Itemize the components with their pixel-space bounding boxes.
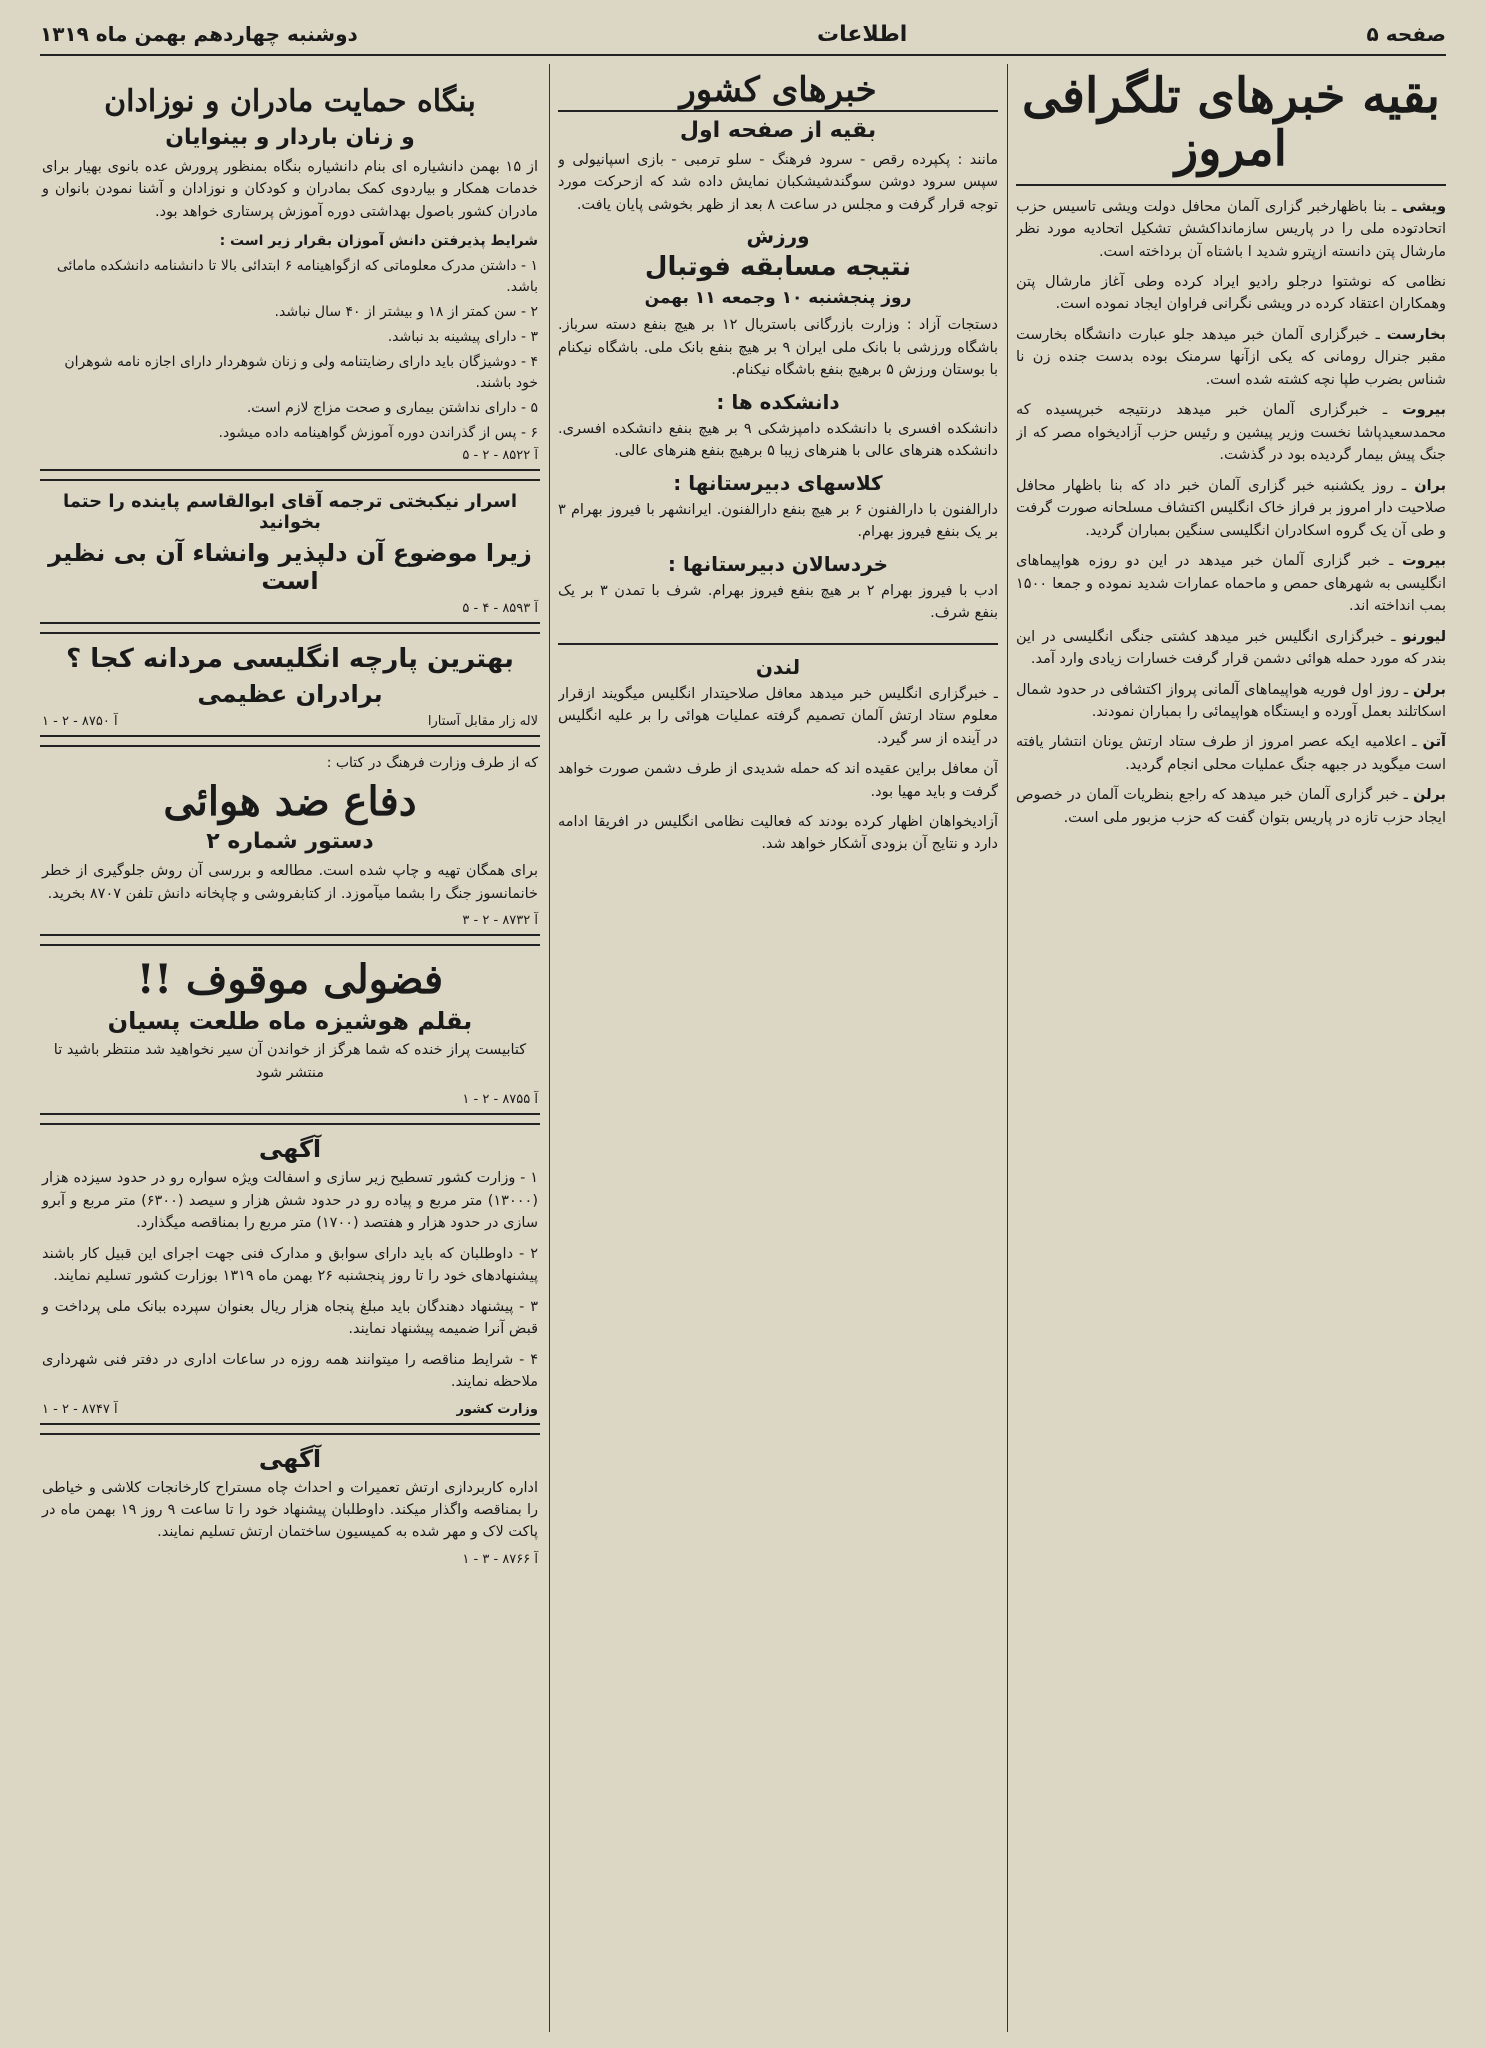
ad-code-text: آ ۸۷۴۷ - ۲ - ۱ <box>42 1401 118 1417</box>
news-text: ـ خبر گزاری آلمان خبر میدهد که راجع بنظریات آلمان در خصوص ایجاد حزب تازه در پاریس بتوان گفت که حزب مزبور ملی است. <box>1016 787 1446 826</box>
army-notice-text: اداره کاربردازی ارتش تعمیرات و احداث چاه مستراح کارخانجات کلاشی و خیاطی را بمناقصه واگذار میکند. داوطلبان پیشنهاد خود را تا ساعت ۹ روز ۱۹ بهمن ماه در پاکت لاک و مهر شده به کمیسیون ساختمان ارتش تسلیم نمایند. <box>42 1479 538 1541</box>
ad-code <box>42 448 538 463</box>
fabric-ad-footer <box>42 714 538 729</box>
news-item <box>1016 550 1446 617</box>
issue-date: دوشنبه چهاردهم بهمن ماه ۱۳۱۹ <box>40 22 358 46</box>
ad-code-text: آ ۸۵۹۳ - ۴ - ۵ <box>462 601 538 617</box>
promo-author: بقلم هوشیزه ماه طلعت پسیان <box>107 1007 473 1036</box>
news-dateline: آتن <box>1422 734 1446 751</box>
section-divider <box>558 643 998 645</box>
news-item <box>1016 475 1446 542</box>
news-dateline: بیروت <box>1402 553 1446 570</box>
continued-label: بقیه از صفحه اول <box>679 118 877 143</box>
air-defense-ad <box>40 745 540 936</box>
ad-code-text: آ ۸۷۵۵ - ۲ - ۱ <box>462 1092 538 1108</box>
maternity-ad-title: بنگاه حمایت مادران و نوزادان <box>104 84 476 119</box>
university-text: دانشکده افسری با دانشکده دامپزشکی ۹ بر هیچ بنفع دانشکده افسری. دانشکده هنرهای عالی با هنرهای زیبا ۵ برهیچ بنفع هنرهای عالی. <box>558 420 998 460</box>
news-item <box>1016 626 1446 671</box>
news-text: ـ اعلامیه ایکه عصر امروز از طرف ستاد ارتش یونان انتشار یافته است میگوید در جبهه جنگ عملیات محلی انجام گردید. <box>1016 734 1446 773</box>
london-dateline: لندن <box>755 654 801 679</box>
column-rule <box>549 64 550 2032</box>
maternity-ad-text: از ۱۵ بهمن دانشیاره ای بنام دانشیاره بنگاه بمنظور پرورش عده بانوی بهیار برای خدمات همکار و بیاردوی کمک بمادران و کودکان و نوزادان و آشنا نمودن بانوان و مادران کشور باصول بهداشتی دوره آموزش پرستاری خواهد بود. <box>42 159 538 220</box>
news-text: ـ خبرگزاری آلمان خبر میدهد جلو عبارت دانشگاه بخارست مقبر جنرال رومانی که یکی ازآنها سرمنک بوده بدست جنده زن نا شناس بضرب طپا نچه کشته شده است. <box>1016 326 1446 388</box>
book-ad <box>40 479 540 624</box>
news-dateline: بخارست <box>1386 326 1446 343</box>
book-ad-top: اسرار نیکبختی ترجمه آقای ابوالقاسم پاینده را حتما بخوانید <box>62 491 518 534</box>
london-text-2: آن معافل براین عقیده اند که حمله شدیدی از طرف دشمن صورت خواهد گرفت و باید مهیا بود. <box>558 761 998 800</box>
university-title: دانشکده ها : <box>716 389 840 414</box>
news-text: ـ خبرگزاری انگلیس خبر میدهد کشتی جنگی انگلیسی در این بندر که مورد حمله هوائی دشمن قرار گرفت خسارات زیادی وارد آمد. <box>1016 628 1446 668</box>
ad-code <box>42 913 538 928</box>
fabric-ad <box>40 632 540 737</box>
book-ad-title: زیرا موضوع آن دلپذیر وانشاء آن بی نظیر است <box>48 539 532 596</box>
notice-paragraph: ۳ - پیشنهاد دهندگان باید مبلغ پنجاه هزار ریال بعنوان سپرده ببانک ملی پرداخت و قبض آنرا ضمیمه پیشنهاد نمایند. <box>42 1298 538 1338</box>
sport-subhead: روز پنجشنبه ۱۰ وجمعه ۱۱ بهمن <box>644 288 912 309</box>
ad-code-text: آ ۸۷۶۶ - ۳ - ۱ <box>462 1551 538 1567</box>
ministry-notice <box>40 1123 540 1424</box>
condition-item: ۲ - سن کمتر از ۱۸ و بیشتر از ۴۰ سال نباشد. <box>274 304 538 321</box>
ad-code <box>42 1552 538 1567</box>
book-promo-ad <box>40 944 540 1115</box>
news-item <box>1016 399 1446 466</box>
news-dateline: بیروت <box>1402 402 1446 419</box>
promo-title: فضولی موقوف !! <box>136 956 444 1004</box>
ad-code-text: آ ۸۷۳۲ - ۲ - ۳ <box>462 913 538 929</box>
condition-item: ۳ - دارای پیشینه بد نباشد. <box>387 329 538 346</box>
news-dateline: ویشی <box>1402 198 1446 215</box>
paper-name: اطلاعات <box>816 21 908 47</box>
news-item <box>1016 731 1446 776</box>
news-item <box>1016 196 1446 263</box>
air-defense-sub: دستور شماره ۲ <box>206 829 374 855</box>
school-title: کلاسهای دبیرستانها : <box>673 470 883 495</box>
news-item <box>1016 679 1446 724</box>
ad-code-text: آ ۸۵۲۲ - ۲ - ۵ <box>462 448 538 464</box>
news-dateline: برلن <box>1413 787 1446 804</box>
news-text: نظامی که نوشتوا درجلو رادیو ایراد کرده وطی آغاز مارشال پتن وهمکاران اعتقاد کرده در ویشی نگرانی فراوان ایجاد نموده است. <box>1016 274 1446 313</box>
notice-paragraph: ۲ - داوطلبان که باید دارای سوابق و مدارک فنی جهت اجرای این قبیل کار باشند پیشنهادهای خود را تا روز پنجشنبه ۲۶ بهمن ماه ۱۳۱۹ بوزارت کشور تسلیم نمایند. <box>42 1245 538 1285</box>
air-defense-title: دفاع ضد هوائی <box>163 778 417 826</box>
fabric-ad-address: لاله زار مقابل آستارا <box>427 714 538 730</box>
promo-text: کتابیست پراز خنده که شما هرگز از خواندن آن سیر نخواهید شد منتظر باشید تا منتشر شود <box>53 1042 527 1081</box>
news-text: ـ خبر گزاری آلمان خبر میدهد در این دو روزه هواپیماهای انگلیسی به شهرهای حمص و ماحماه عمارات شدید نموده و جمعا ۱۵۰۰ بمب انداخته اند. <box>1016 553 1446 615</box>
ads-column <box>40 64 540 2032</box>
news-dateline: لیورنو <box>1402 628 1446 645</box>
maternity-conditions: شرایط پذیرفتن دانش آموزان بقرار زیر است : <box>219 233 538 250</box>
news-text: ـ روز یکشنبه خبر گزاری آلمان خبر داد که بنا باظهار محافل صلاحیت دار امروز بر فراز خاک انگلیس اکتشاف مسلحانه صورت گرفت و طی آن یک گروه اسکادران انگلیسی سنگین بمباران گردید. <box>1016 477 1446 539</box>
notice-footer <box>42 1402 538 1417</box>
notice-title: آگهی <box>258 1135 322 1164</box>
news-text: ـ روز اول فوریه هواپیماهای آلمانی پرواز اکتشافی در حدود شمال اسکاتلند بعمل آورده و ایستگاه هواپیمائی را بمباران نمودند. <box>1016 681 1446 720</box>
london-text-3: آزادیخواهان اظهار کرده بودند که فعالیت نظامی انگلیس در افریقا ادامه دارد و نتایج آن بزودی آشکار خواهد شد. <box>558 813 998 853</box>
fabric-ad-brand: برادران عظیمی <box>197 680 383 709</box>
telegraph-headline: بقیه خبرهای تلگرافی امروز <box>1016 70 1446 186</box>
sport-text: دستجات آزاد : وزارت بازرگانی باستریال ۱۲ بر هیچ بنفع دسته سرباز. باشگاه ورزشی با بانک ملی ایران ۹ بر هیچ بنفع بانک ملی. باشگاه نیکنام با بوستان ورزش ۵ برهیچ بنفع باشگاه نیکنام. <box>558 317 998 379</box>
condition-item: ۱ - داشتن مدرک معلوماتی که ازگواهینامه ۶ ابتدائی بالا تا دانشنامه دانشکده مامائی باشد. <box>56 258 538 296</box>
maternity-ad-subtitle: و زنان باردار و بینوایان <box>165 125 415 150</box>
army-notice <box>40 1433 540 1573</box>
ad-code <box>42 601 538 616</box>
school-text: دارالفنون با دارالفنون ۶ بر هیچ بنفع دارالفنون. ایرانشهر با فیروز بهرام ۳ بر یک بنفع فیروز بهرام. <box>558 501 998 541</box>
ad-code <box>42 1092 538 1107</box>
condition-item: ۶ - پس از گذراندن دوره آموزش گواهینامه داده میشود. <box>218 425 538 442</box>
domestic-news-block <box>558 64 998 633</box>
news-item <box>1016 324 1446 391</box>
domestic-intro: مانند : پکپرده رقص - سرود فرهنگ - سلو ترمبی - بازی اسپانیولی و سپس سرود دوشن سوگندشیشکبان نمایش داده شد که ازحرکت مورد توجه قرار گرفت و مجلس در ساعت ۸ بعد از ظهر بخوشی پایان یافت. <box>558 152 998 213</box>
air-defense-pre: که از طرف وزارت فرهنگ در کتاب : <box>326 755 538 772</box>
news-dateline: بران <box>1414 477 1446 494</box>
page-number: صفحه ۵ <box>1366 22 1446 46</box>
sport-section-title: ورزش <box>746 224 810 249</box>
news-dateline: برلن <box>1413 681 1446 698</box>
notice-paragraph: ۴ - شرایط مناقصه را میتوانند همه روزه در ساعات اداری در دفتر فنی شهرداری ملاحظه نمایند. <box>42 1351 538 1391</box>
news-text: ـ بنا باظهارخبر گزاری آلمان محافل دولت ویشی تاسیس حزب اتحادتوده ملی را در پاریس سازمانداکشش تشکیل اتحادیه مورد نظر مارشال پتن دانسته ازپترو شدید ا باشتاه آن برداخته است. <box>1016 198 1446 260</box>
masthead <box>40 14 1446 56</box>
column-rule <box>1007 64 1008 2032</box>
news-item <box>1016 784 1446 829</box>
domestic-news-column <box>558 64 998 2032</box>
news-item <box>1016 271 1446 316</box>
junior-title: خردسالان دبیرستانها : <box>667 551 889 576</box>
sport-headline: نتیجه مسابقه فوتبال <box>644 252 912 283</box>
notice-title: آگهی <box>258 1444 322 1473</box>
ad-code-text: آ ۸۷۵۰ - ۲ - ۱ <box>42 714 118 730</box>
junior-text: ادب با فیروز بهرام ۲ بر هیچ بنفع فیروز بهرام. شرف با تمدن ۳ بر یک بنفع شرف. <box>558 582 998 622</box>
condition-item: ۵ - دارای نداشتن بیماری و صحت مزاج لازم است. <box>246 400 538 417</box>
news-text: ـ خبرگزاری آلمان خبر میدهد درنتیجه خبرپسیده که محمدسعیدپاشا نخست وزیر پیشین و رئیس حزب آزادیخواه مصر که از جنگ پیش بیمار گردیده بود در گذشت. <box>1016 402 1446 464</box>
fabric-ad-title: بهترین پارچه انگلیسی مردانه کجا ؟ <box>66 644 514 675</box>
london-text: ـ خبرگزاری انگلیس خبر میدهد معافل صلاحیتدار انگلیس میگویند ازقرار معلوم ستاد ارتش آلمان تصمیم گرفته عملیات هوائی را بر علیه انگلیس در آینده از سر گیرد. <box>558 685 998 747</box>
notice-signature: وزارت کشور <box>456 1401 538 1417</box>
notice-paragraph: ۱ - وزارت کشور تسطیح زیر سازی و اسفالت ویژه سواره رو در حدود سیزده هزار (۱۳۰۰۰) متر مربع و پیاده رو در حدود شش هزار و سیصد (۶۳۰۰) متر مربع و آبرو سازی در حدود هزار و هفتصد (۱۷۰۰) متر مربع را بمناقصه میگذارد. <box>42 1170 538 1232</box>
air-defense-text: برای همگان تهیه و چاپ شده است. مطالعه و بررسی آن روش جلوگیری از خطر خانمانسوز جنگ را بشما میآموزد. از کتابفروشی و چاپخانه دانش تلفن ۸۷۰۷ بخرید. <box>42 863 538 902</box>
domestic-headline: خبرهای کشور <box>558 70 998 112</box>
telegraph-news-column <box>1016 64 1446 2032</box>
condition-item: ۴ - دوشیزگان باید دارای رضایتنامه ولی و زنان شوهردار دارای اجازه نامه شوهران خود باشند. <box>64 354 538 392</box>
telegraph-items <box>1016 196 1446 830</box>
maternity-ad <box>40 72 540 471</box>
